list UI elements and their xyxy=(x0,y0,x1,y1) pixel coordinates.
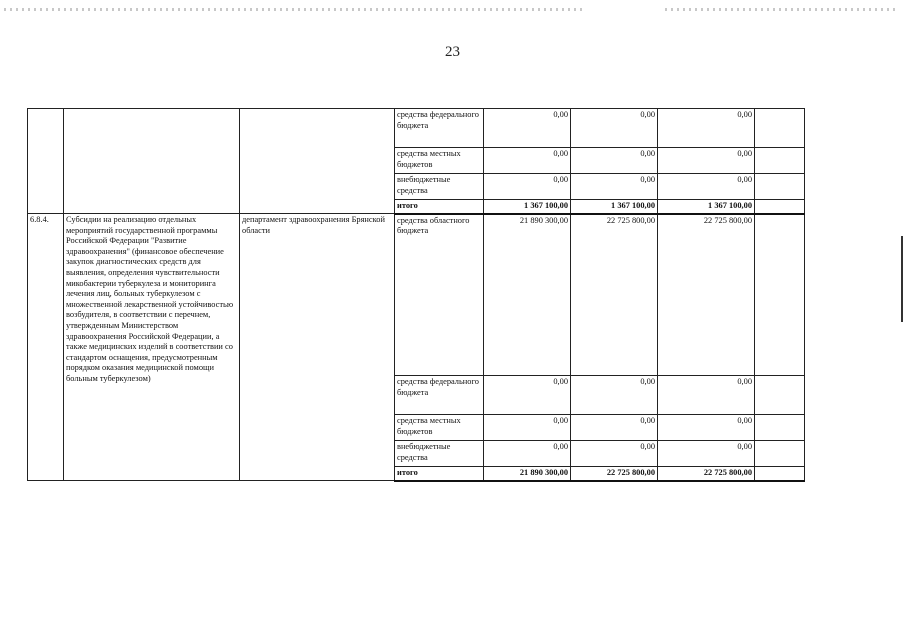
budget-table xyxy=(27,108,805,482)
note-cell xyxy=(755,214,805,376)
scan-edge-mark xyxy=(901,236,903,322)
note-cell xyxy=(755,415,805,441)
total-amount-cell: 22 725 800,00 xyxy=(658,467,755,481)
note-cell xyxy=(755,376,805,415)
item-executor: департамент здравоохранения Брянской области xyxy=(240,214,395,481)
description-cell-empty xyxy=(64,109,240,214)
amount-cell: 0,00 xyxy=(484,441,571,467)
amount-cell: 0,00 xyxy=(571,109,658,148)
amount-cell: 0,00 xyxy=(658,109,755,148)
source-cell: средства местных бюджетов xyxy=(395,415,484,441)
note-cell xyxy=(755,200,805,214)
note-cell xyxy=(755,109,805,148)
source-cell: внебюджетные средства xyxy=(395,441,484,467)
amount-cell: 0,00 xyxy=(571,148,658,174)
note-cell xyxy=(755,174,805,200)
amount-cell: 0,00 xyxy=(484,415,571,441)
total-amount-cell: 1 367 100,00 xyxy=(658,200,755,214)
amount-cell: 0,00 xyxy=(658,174,755,200)
note-cell xyxy=(755,441,805,467)
amount-cell: 0,00 xyxy=(571,415,658,441)
scan-noise-right xyxy=(665,8,897,11)
total-amount-cell: 21 890 300,00 xyxy=(484,467,571,481)
amount-cell: 0,00 xyxy=(658,376,755,415)
amount-cell: 21 890 300,00 xyxy=(484,214,571,376)
total-amount-cell: 22 725 800,00 xyxy=(571,467,658,481)
amount-cell: 0,00 xyxy=(658,415,755,441)
source-cell: средства местных бюджетов xyxy=(395,148,484,174)
amount-cell: 22 725 800,00 xyxy=(571,214,658,376)
amount-cell: 0,00 xyxy=(571,174,658,200)
total-label: итого xyxy=(395,200,484,214)
note-cell xyxy=(755,148,805,174)
source-cell: внебюджетные средства xyxy=(395,174,484,200)
executor-cell-empty xyxy=(240,109,395,214)
amount-cell: 0,00 xyxy=(658,441,755,467)
amount-cell: 0,00 xyxy=(658,148,755,174)
amount-cell: 0,00 xyxy=(484,109,571,148)
amount-cell: 0,00 xyxy=(484,174,571,200)
amount-cell: 0,00 xyxy=(571,441,658,467)
source-cell: средства федерального бюджета xyxy=(395,376,484,415)
item-description: Субсидии на реализацию отдельных мероприятий государственной программы Российской Федерации "Развитие здравоохранения" (финансовое обеспечение закупок диагностических средств для выявления, определения чувствительности микобактерии туберкулеза и мониторинга лечения лиц, больных туберкулезом с множественной лекарственной устойчивостью возбудителя, в соответствии с перечнем, утвержденным Министерством здравоохранения Российской Федерации, а также медицинских изделий в соответствии со стандартом оснащения, предусмотренным порядком оказания медицинской помощи больным туберкулезом) xyxy=(64,214,240,481)
total-label: итого xyxy=(395,467,484,481)
amount-cell: 0,00 xyxy=(484,376,571,415)
scan-noise-left xyxy=(4,8,584,11)
number-cell-empty xyxy=(28,109,64,214)
amount-cell: 22 725 800,00 xyxy=(658,214,755,376)
source-cell: средства областного бюджета xyxy=(395,214,484,376)
source-cell: средства федерального бюджета xyxy=(395,109,484,148)
table-row xyxy=(28,214,805,376)
amount-cell: 0,00 xyxy=(484,148,571,174)
note-cell xyxy=(755,467,805,481)
total-amount-cell: 1 367 100,00 xyxy=(571,200,658,214)
amount-cell: 0,00 xyxy=(571,376,658,415)
item-number: 6.8.4. xyxy=(28,214,64,481)
total-amount-cell: 1 367 100,00 xyxy=(484,200,571,214)
page-number: 23 xyxy=(445,44,460,60)
table-row xyxy=(28,109,805,148)
